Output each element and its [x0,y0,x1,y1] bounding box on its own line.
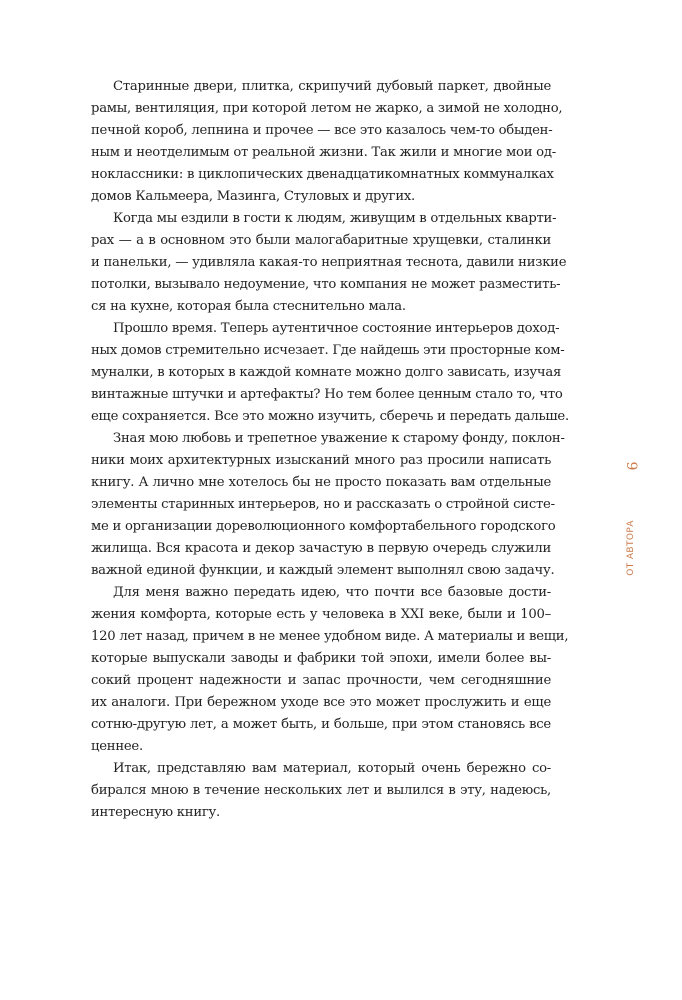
paragraph-5 [91,582,569,758]
paragraph-4 [91,428,565,582]
paragraph-2 [91,208,567,318]
text-line: рамы, вентиляция, при которой летом не жарко, а зимой не холодно, [91,101,563,116]
text-line: Когда мы ездили в гости к людям, живущим в отдельных кварти- [113,211,557,226]
text-line: сокий процент надежности и запас прочности, чем сегодняшние [91,673,551,688]
paragraph-6 [91,758,551,824]
text-line: винтажные штучки и артефакты? Но тем более ценным стало то, что [91,387,563,402]
text-line: домов Кальмеера, Мазинга, Стуловых и других. [91,189,415,204]
text-line: книгу. А лично мне хотелось бы не просто показать вам отдельные [91,475,551,490]
text-line: 120 лет назад, причем в не менее удобном виде. А материалы и вещи, [91,629,569,644]
text-line: муналки, в которых в каждой комнате можно долго зависать, изучая [91,365,562,380]
text-line: ным и неотделимым от реальной жизни. Так жили и многие мои од- [91,145,556,160]
text-line: Прошло время. Теперь аутентичное состояние интерьеров доход- [113,321,560,336]
text-line: их аналоги. При бережном уходе все это может прослужить и еще [91,695,551,710]
text-line: ноклассники: в циклопических двенадцатикомнатных коммуналках [91,167,554,182]
body-text [91,76,569,824]
text-line: ме и организации дореволюционного комфортабельного городского [91,519,556,534]
text-line: Итак, представляю вам материал, который очень бережно со- [113,761,551,776]
text-line: которые выпускали заводы и фабрики той эпохи, имели более вы- [91,651,551,666]
text-line: Старинные двери, плитка, скрипучий дубовый паркет, двойные [113,79,551,94]
section-title: ОТ АВТОРА [626,520,636,576]
text-line: элементы старинных интерьеров, но и рассказать о стройной систе- [91,497,555,512]
text-line: рах — а в основном это были малогабаритные хрущевки, сталинки [91,233,551,248]
text-line: еще сохраняется. Все это можно изучить, сберечь и передать дальше. [91,409,569,424]
text-line: Зная мою любовь и трепетное уважение к старому фонду, поклон- [113,431,565,446]
text-line: потолки, вызывало недоумение, что компания не может разместить- [91,277,561,292]
text-line: ных домов стремительно исчезает. Где найдешь эти просторные ком- [91,343,565,358]
text-line: сотню-другую лет, а может быть, и больше, при этом становясь все [91,717,551,732]
text-line: важной единой функции, и каждый элемент выполнял свою задачу. [91,563,555,578]
running-head [619,455,643,585]
text-line: бирался мною в течение нескольких лет и вылился в эту, надеюсь, [91,783,551,798]
text-line: жения комфорта, которые есть у человека в XXI веке, были и 100– [91,607,551,622]
text-line: ники моих архитектурных изысканий много раз просили написать [91,453,551,468]
paragraph-1 [91,76,563,208]
text-line: печной короб, лепнина и прочее — все это казалось чем-то обыден- [91,123,553,138]
text-line: ценнее. [91,739,143,754]
text-line: ся на кухне, которая была стеснительно мала. [91,299,406,314]
paragraph-3 [91,318,569,428]
page-number: 9 [623,461,639,471]
text-line: жилища. Вся красота и декор зачастую в первую очередь служили [91,541,551,556]
text-line: и панельки, — удивляла какая-то неприятная теснота, давили низкие [91,255,567,270]
text-line: интересную книгу. [91,805,220,820]
text-line: Для меня важно передать идею, что почти все базовые дости- [113,585,551,600]
